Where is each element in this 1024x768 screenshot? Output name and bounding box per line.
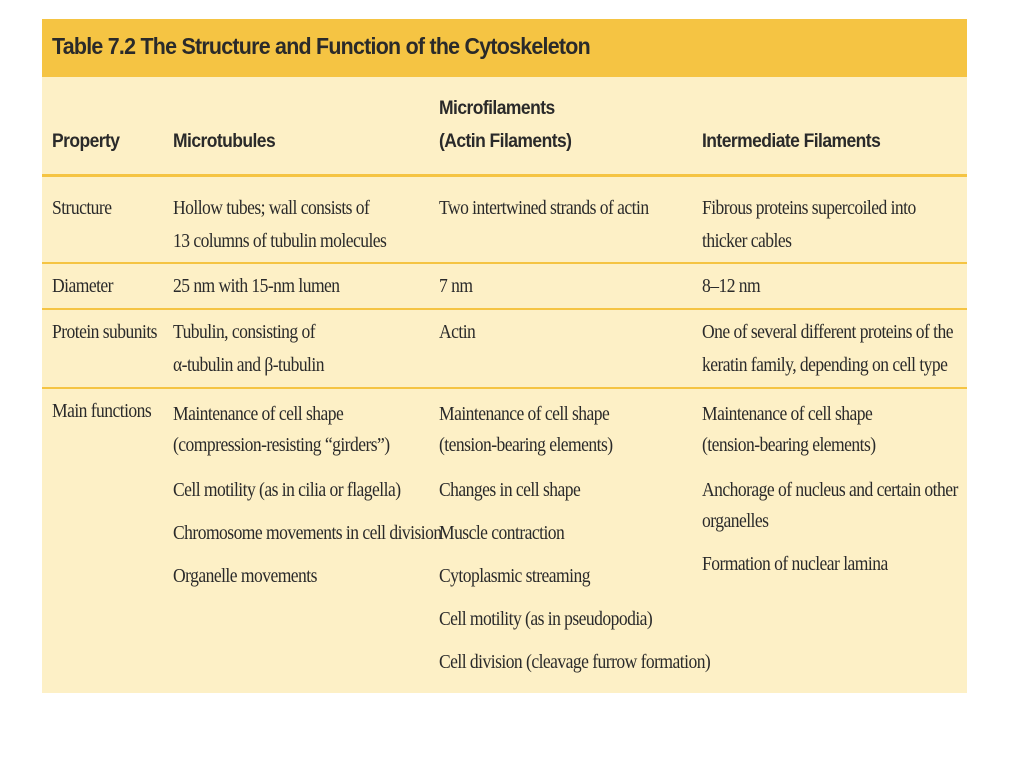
cytoskeleton-table [42,19,967,693]
header-intermediate-filaments: Intermediate Filaments [702,131,881,152]
cell-line: (compression-resisting “girders”) [173,435,390,456]
cell-line: Changes in cell shape [439,480,581,501]
table-title-bar [42,19,967,77]
cell-line: α-tubulin and β-tubulin [173,355,324,376]
table-title: Table 7.2 The Structure and Function of the Cytoskeleton [52,33,590,59]
cell-line: Cell motility (as in cilia or flagella) [173,480,401,501]
row-structure-microfilaments [439,192,649,225]
cell-line: Tubulin, consisting of [173,322,316,343]
row-divider [42,262,967,264]
cell-line: keratin family, depending on cell type [702,355,948,376]
cell-line: Cell division (cleavage furrow formation) [439,652,711,673]
row-structure-intermediate [702,192,916,258]
row-diameter-microtubules: 25 nm with 15-nm lumen [173,276,340,297]
cell-line: Maintenance of cell shape [439,404,610,425]
header-rule [42,174,967,177]
row-diameter-intermediate: 8–12 nm [702,276,761,297]
cell-line: Chromosome movements in cell division [173,523,442,544]
cell-line: (tension-bearing elements) [702,435,876,456]
row-functions-property: Main functions [52,401,152,422]
row-subunits-microtubules [173,316,324,382]
row-subunits-intermediate [702,316,953,382]
cell-line: (tension-bearing elements) [439,435,613,456]
cell-line: Anchorage of nucleus and certain other [702,480,958,501]
row-divider [42,308,967,310]
header-microtubules: Microtubules [173,131,276,152]
cell-line: Two intertwined strands of actin [439,198,649,219]
row-structure-property: Structure [52,198,112,219]
row-diameter-property: Diameter [52,276,113,297]
cell-line: One of several different proteins of the [702,322,953,343]
cell-line: Formation of nuclear lamina [702,554,888,575]
row-diameter-microfilaments: 7 nm [439,276,473,297]
row-subunits-microfilaments [439,316,475,349]
cell-line: 13 columns of tubulin molecules [173,231,387,252]
header-microfilaments-line2: (Actin Filaments) [439,131,572,152]
cell-line: Muscle contraction [439,523,565,544]
cell-line: Maintenance of cell shape [173,404,344,425]
cell-line: thicker cables [702,231,792,252]
cell-line: Actin [439,322,476,343]
cell-line: Maintenance of cell shape [702,404,873,425]
row-subunits-property: Protein subunits [52,322,157,343]
row-divider [42,387,967,389]
cell-line: organelles [702,511,769,532]
header-property: Property [52,131,120,152]
cell-line: Organelle movements [173,566,317,587]
header-microfilaments [439,92,571,158]
cell-line: Fibrous proteins supercoiled into [702,198,916,219]
header-microfilaments-line1: Microfilaments [439,98,555,119]
cell-line: Hollow tubes; wall consists of [173,198,370,219]
row-structure-microtubules [173,192,386,258]
cell-line: Cytoplasmic streaming [439,566,590,587]
cell-line: Cell motility (as in pseudopodia) [439,609,653,630]
